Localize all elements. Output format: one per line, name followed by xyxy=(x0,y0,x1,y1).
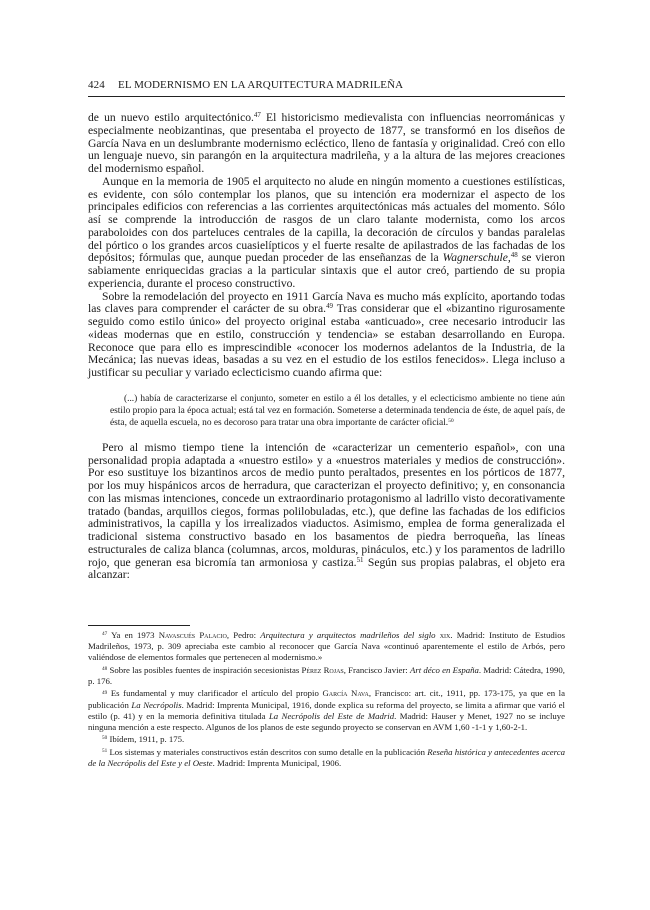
italic-text: Art déco en España xyxy=(409,664,479,675)
header-rule xyxy=(88,96,565,97)
paragraph xyxy=(88,442,565,582)
text-run: Es fundamental y muy clarificador el artículo del propio xyxy=(107,688,323,699)
text-run: Tras considerar que el «bizantino rigurosamente seguido como estilo único» del proyecto original estaba «anticuado», cree necesario introducir las «ideas modernas que en estilo, construcción y tendencia» se estaban desarrollando en Europa. Reconoce que para ello es imprescindible «conocer los modernos adelantos de la Industria, de la Mecánica; las nuevas ideas, basadas a su vez en el estudio de los estilos fenecidos». Llega incluso a justificar su peculiar y variado eclecticismo cuando afirma que: xyxy=(88,302,565,379)
italic-text: Arquitectura y arquitectos madrileños del siglo xyxy=(260,630,440,640)
running-header xyxy=(88,79,565,91)
footnote-reference: 48 xyxy=(102,665,108,672)
footnote-rule xyxy=(88,625,190,626)
text-run: Según sus propias palabras, el objeto era alcanzar: xyxy=(88,555,565,582)
footnote-reference: 49 xyxy=(102,689,108,696)
footnote-reference: 49 xyxy=(326,302,334,311)
paragraph xyxy=(88,291,565,380)
text-run: se vieron sabiamente enriquecidas gracias a la particular sintaxis que el autor creó, partiendo de su propia experiencia, durante el proceso constructivo. xyxy=(88,251,565,290)
footnote-reference: 50 xyxy=(448,417,454,424)
text-run: . Madrid: Imprenta Municipal, 1916, donde explica su reforma del proyecto, se limita a afirmar que varió el estilo (p. 41) y en la memoria definitiva titulada xyxy=(88,699,565,721)
footnote xyxy=(88,734,565,745)
text-run: Ibídem, 1911, p. 175. xyxy=(107,734,185,745)
author-name: Navascués Palacio xyxy=(158,630,227,640)
text-run: Pero al mismo tiempo tiene la intención de «caracterizar un cementerio español», con una personalidad propia adaptada a «nuestro estilo» y a «nuestros materiales y medios de construcción». Por eso sustituye los bizantinos arcos de medio punto peraltados, presentes en los pórticos de 1877, por los muy hispánicos arcos de herradura, que caracterizan el proyecto definitivo; y, en consonancia con las mismas intenciones, concede un extraordinario protagonismo al ladrillo visto decorativamente tratado (bandas, arquillos ciegos, formas polilobuladas, etc.), que define las fachadas de los edificios administrativos, la capilla y los irrealizados viaductos. Asimismo, emplea de forma generalizada el tradicional sistema constructivo basado en los basamentos de piedra berroqueña, las líneas estructurales de caliza blanca (columnas, arcos, molduras, pináculos, etc.) y los paramentos de ladrillo rojo, que generan esa bicromía tan armoniosa y castiza. xyxy=(88,440,565,569)
block-quote xyxy=(88,393,565,429)
text-run: Ya en 1973 xyxy=(107,630,159,640)
footnotes xyxy=(88,630,565,771)
author-name: xix xyxy=(439,630,451,640)
footnote-reference: 51 xyxy=(356,555,364,564)
footnote-reference: 51 xyxy=(102,748,108,755)
text-run: de un nuevo estilo arquitectónico. xyxy=(88,111,254,124)
footnote-reference: 47 xyxy=(102,631,108,638)
text-run: . Madrid: Instituto de Estudios Madrileños, 1973, p. 309 apreciaba este cambio al reconocer que García Nava «continuó aparentemente el estilo de Arbós, pero valiéndose de elementos formales que pertenecen al modernismo.» xyxy=(88,630,565,663)
text-run: Sobre las posibles fuentes de inspiración secesionistas xyxy=(107,664,302,675)
text-run: (...) había de caracterizarse el conjunto, someter en estilo a él los detalles, y el eclecticismo ambiente no tiene aún estilo propio para la época actual; está tal vez en formación. Someterse a determinada tendencia de éste, de aquel país, de ésta, de aquella escuela, no es decoroso para tratar una obra importante de carácter oficial. xyxy=(110,393,565,428)
page-number: 424 xyxy=(88,79,105,91)
italic-text: La Necrópolis xyxy=(131,699,182,710)
footnote-reference: 47 xyxy=(253,111,261,120)
paragraph xyxy=(88,176,565,291)
footnote-reference: 48 xyxy=(510,251,518,260)
italic-text: Reseña histórica y antecedentes acerca de la Necrópolis del Este y el Oeste xyxy=(88,746,565,769)
footnote xyxy=(88,747,565,769)
text-run: , Pedro: xyxy=(226,630,261,640)
footnote xyxy=(88,665,565,687)
footnote-reference: 50 xyxy=(102,735,108,742)
body-text xyxy=(88,112,565,582)
paragraph xyxy=(88,112,565,176)
author-name: Pérez Rojas xyxy=(301,664,344,675)
footnote xyxy=(88,630,565,663)
text-run: El historicismo medievalista con influencias neorrománicas y especialmente neobizantinas, que presentaba el proyecto de 1877, se transformó en los diseños de García Nava en un deslumbrante modernismo ecléctico, lleno de fantasía y originalidad. Creó con ello un lenguaje nuevo, sin parangón en la arquitectura madrileña, y a la altura de las mejores creaciones del modernismo español. xyxy=(88,111,565,175)
italic-text: La Necrópolis del Este de Madrid xyxy=(268,710,395,721)
text-run: , Francisco: art. cit., 1911, pp. 173-175, ya que en la publicación xyxy=(88,688,565,710)
text-run: . Madrid: Imprenta Municipal, 1906. xyxy=(212,758,342,769)
author-name: García Nava xyxy=(322,688,369,699)
text-run: Los sistemas y materiales constructivos están descritos con sumo detalle en la publicación xyxy=(107,746,428,757)
footnote xyxy=(88,688,565,732)
running-title: EL MODERNISMO EN LA ARQUITECTURA MADRILEÑA xyxy=(118,79,404,91)
text-run: Sobre la remodelación del proyecto en 1911 García Nava es mucho más explícito, aportando todas las claves para comprender el carácter de su obra. xyxy=(88,289,565,316)
text-run: . Madrid: Cátedra, 1990, p. 176. xyxy=(88,664,565,686)
text-run: Aunque en la memoria de 1905 el arquitecto no alude en ningún momento a cuestiones estilísticas, es evidente, con sólo contemplar los planos, que su intención era modernizar el aspecto de los principales edificios con referencias a las corrientes arquitectónicas más actuales del momento. Sólo así se comprende la introducción de rasgos de un claro talante modernista, como los arcos paraboloides con dos parteluces centrales de la capilla, la decoración de círculos y bandas paralelas del pórtico o los grandes arcos cuasielípticos y el fuerte resalte de apilastrados de las fachadas de los depósitos; fórmulas que, aunque puedan proceder de las enseñanzas de la xyxy=(88,174,565,265)
text-run: , Francisco Javier: xyxy=(343,664,410,675)
text-run: . Madrid: Hauser y Menet, 1927 no se incluye ninguna mención a este respecto. Algunos de los planos de este segundo proyecto se conservan en AVM 1,60 -1-1 y 1,60-2-1. xyxy=(88,710,566,732)
italic-text: Wagnerschule, xyxy=(442,251,511,265)
